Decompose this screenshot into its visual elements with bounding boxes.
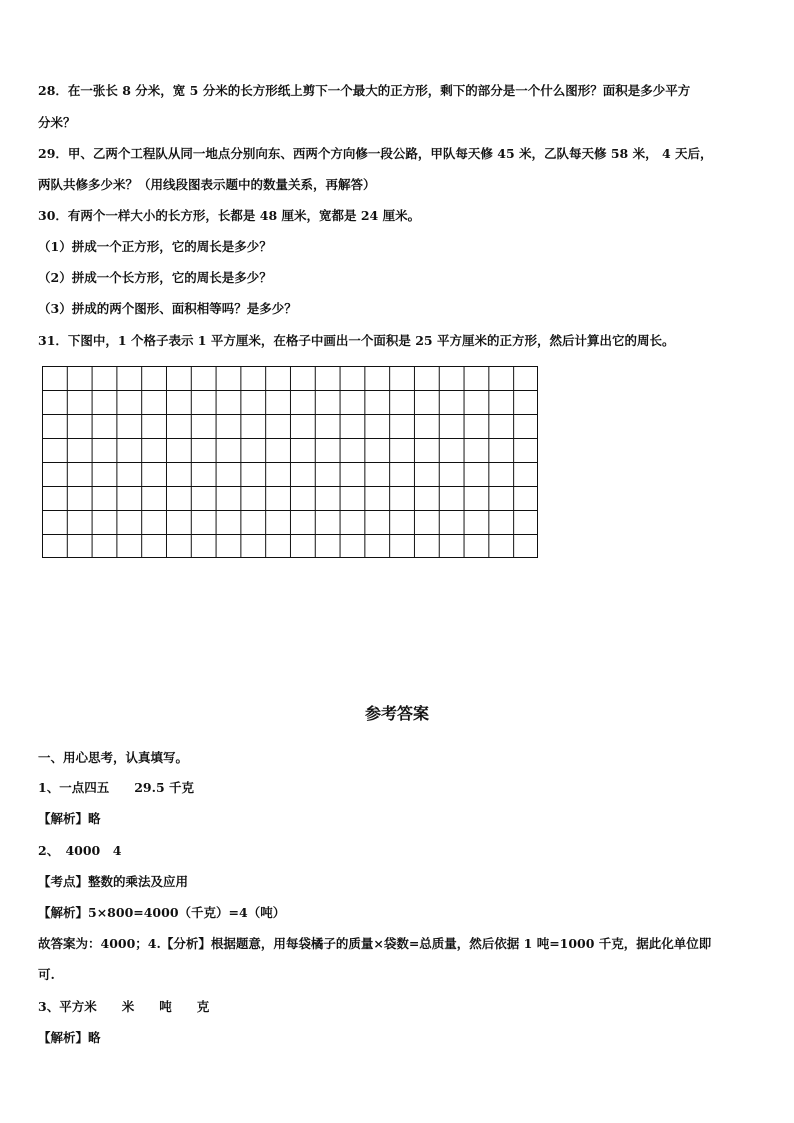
square-grid <box>42 366 538 558</box>
answer-2: 2、 4000 4 <box>38 843 122 858</box>
answer-2-conclusion-line-2: 可. <box>38 967 55 982</box>
question-28-line-2: 分米？ <box>38 115 76 130</box>
answers-section-1-title: 一、用心思考，认真填写。 <box>38 750 189 765</box>
answers-heading: 参考答案 <box>364 704 429 723</box>
answer-3-analysis: 【解析】略 <box>38 1030 101 1045</box>
answer-2-point: 【考点】整数的乘法及应用 <box>38 874 189 889</box>
answer-2-analysis: 【解析】5×800=4000（千克）=4（吨） <box>38 905 286 920</box>
question-30-sub-2: （2）拼成一个长方形，它的周长是多少？ <box>38 270 272 285</box>
answer-1-analysis: 【解析】略 <box>38 811 101 826</box>
question-28-line-1: 28．在一张长 8 分米，宽 5 分米的长方形纸上剪下一个最大的正方形，剩下的部分是一个什么图形？面积是多少平方 <box>38 83 691 98</box>
answer-3: 3、平方米 米 吨 克 <box>38 999 210 1014</box>
question-29-line-2: 两队共修多少米？（用线段图表示题中的数量关系，再解答） <box>38 177 376 192</box>
question-30-sub-3: （3）拼成的两个图形、面积相等吗？是多少？ <box>38 301 297 316</box>
question-29-line-1: 29．甲、乙两个工程队从同一地点分别向东、西两个方向修一段公路，甲队每天修 45 米，乙队每天修 58 米， 4 天后， <box>38 146 713 161</box>
answer-2-conclusion-line-1: 故答案为：4000；4.【分析】根据题意，用每袋橘子的质量×袋数=总质量，然后依据 1 吨=1000 千克，据此化单位即 <box>38 936 712 951</box>
question-30-sub-1: （1）拼成一个正方形，它的周长是多少？ <box>38 239 272 254</box>
question-30-intro: 30．有两个一样大小的长方形，长都是 48 厘米，宽都是 24 厘米。 <box>38 208 421 223</box>
answer-1: 1、一点四五 29.5 千克 <box>38 780 194 795</box>
question-31: 31．下图中，1 个格子表示 1 平方厘米，在格子中画出一个面积是 25 平方厘米的正方形，然后计算出它的周长。 <box>38 333 675 348</box>
